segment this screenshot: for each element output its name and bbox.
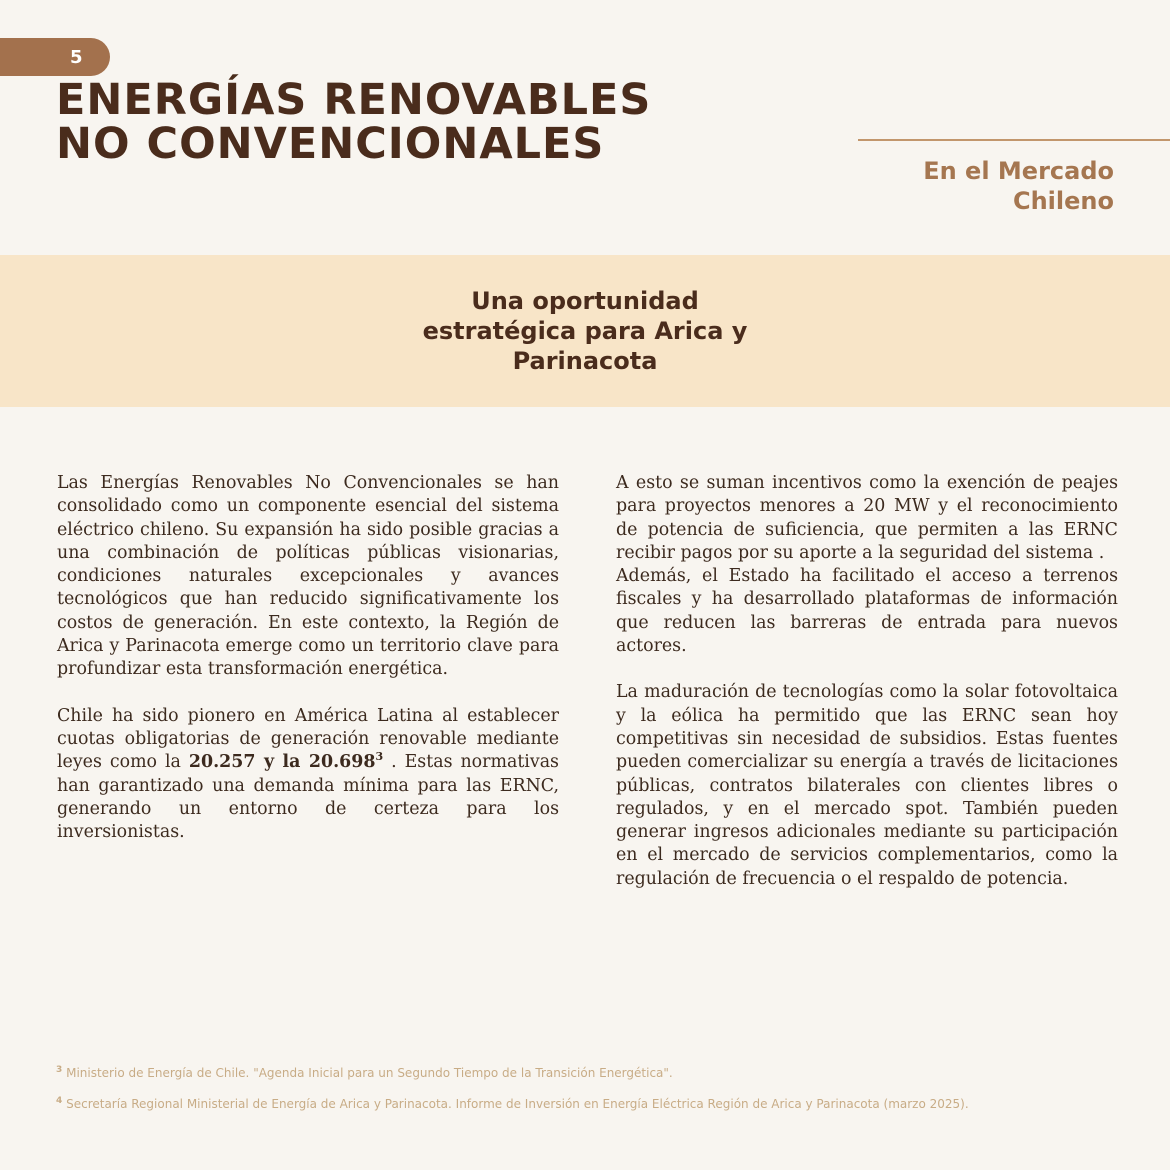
right-column (616, 472, 1118, 914)
left-column (57, 472, 559, 867)
band-heading (375, 286, 795, 376)
highlight-band (0, 255, 1170, 407)
subtitle-line-1: En el Mercado (923, 157, 1114, 185)
main-title-line-1: ENERGÍAS RENOVABLES (56, 75, 652, 125)
footnote-mark-3: 3 (56, 1065, 63, 1075)
left-paragraph-1: Las Energías Renovables No Convencionales se han consolidado como un componente esencial del sistema eléctrico chileno. Su expansión ha sido posible gracias a una combinación de políticas públicas visionarias, condiciones naturales excepcionales y avances tecnológicos que han reducido significativamente los costos de generación. En este contexto, la Región de Arica y Parinacota emerge como un territorio clave para profundizar esta transformación energética. (57, 473, 559, 680)
footnote-4 (56, 1093, 1116, 1112)
band-heading-line-1: Una oportunidad (471, 287, 699, 315)
title-divider (858, 139, 1170, 141)
subtitle (854, 156, 1114, 216)
right-paragraph-1: A esto se suman incentivos como la exención de peajes para proyectos menores a 20 MW y el reconocimiento de potencia de suficiencia, que permiten a las ERNC recibir pagos por su aporte a la seguridad del sistema . (616, 473, 1118, 563)
band-heading-line-2: estratégica para Arica y (422, 317, 748, 345)
left-paragraph-2-text: Chile ha sido pionero en América Latina al establecer cuotas obligatorias de generación renovable mediante leyes como la (57, 705, 559, 773)
footnote-text-3: Ministerio de Energía de Chile. "Agenda Inicial para un Segundo Tiempo de la Transición Energética". (66, 1066, 673, 1080)
right-paragraph-2: Además, el Estado ha facilitado el acceso a terrenos fiscales y ha desarrollado plataformas de información que reducen las barreras de entrada para nuevos actores. (616, 566, 1118, 657)
left-paragraph-2-rest: . Estas normativas han garantizado una demanda mínima para las ERNC, generando un entorno de certeza para los inversionistas. (57, 752, 559, 843)
band-heading-line-3: Parinacota (512, 347, 658, 375)
footnote-text-4: Secretaría Regional Ministerial de Energía de Arica y Parinacota. Informe de Inversión en Energía Eléctrica Región de Arica y Parinacota (marzo 2025). (66, 1097, 969, 1111)
footnote-3 (56, 1062, 1116, 1081)
left-paragraph-2 (57, 705, 559, 845)
main-title-line-2: NO CONVENCIONALES (56, 119, 605, 169)
page-number: 5 (70, 46, 83, 68)
footnotes (56, 1062, 1116, 1124)
footnote-ref-3: 3 (375, 750, 384, 764)
page-number-badge (0, 38, 110, 76)
main-title (56, 75, 652, 169)
subtitle-line-2: Chileno (1012, 187, 1114, 215)
footnote-mark-4: 4 (56, 1096, 63, 1106)
right-paragraph-3: La maduración de tecnologías como la solar fotovoltaica y la eólica ha permitido que las ERNC sean hoy competitivas sin necesidad de subsidios. Estas fuentes pueden comercializar su energía a través de licitaciones públicas, contratos bilaterales con clientes libres o regulados, y en el mercado spot. También pueden generar ingresos adicionales mediante su participación en el mercado de servicios complementarios, como la regulación de frecuencia o el respaldo de potencia. (616, 682, 1118, 889)
law-numbers: 20.257 y la 20.698 (188, 752, 376, 773)
